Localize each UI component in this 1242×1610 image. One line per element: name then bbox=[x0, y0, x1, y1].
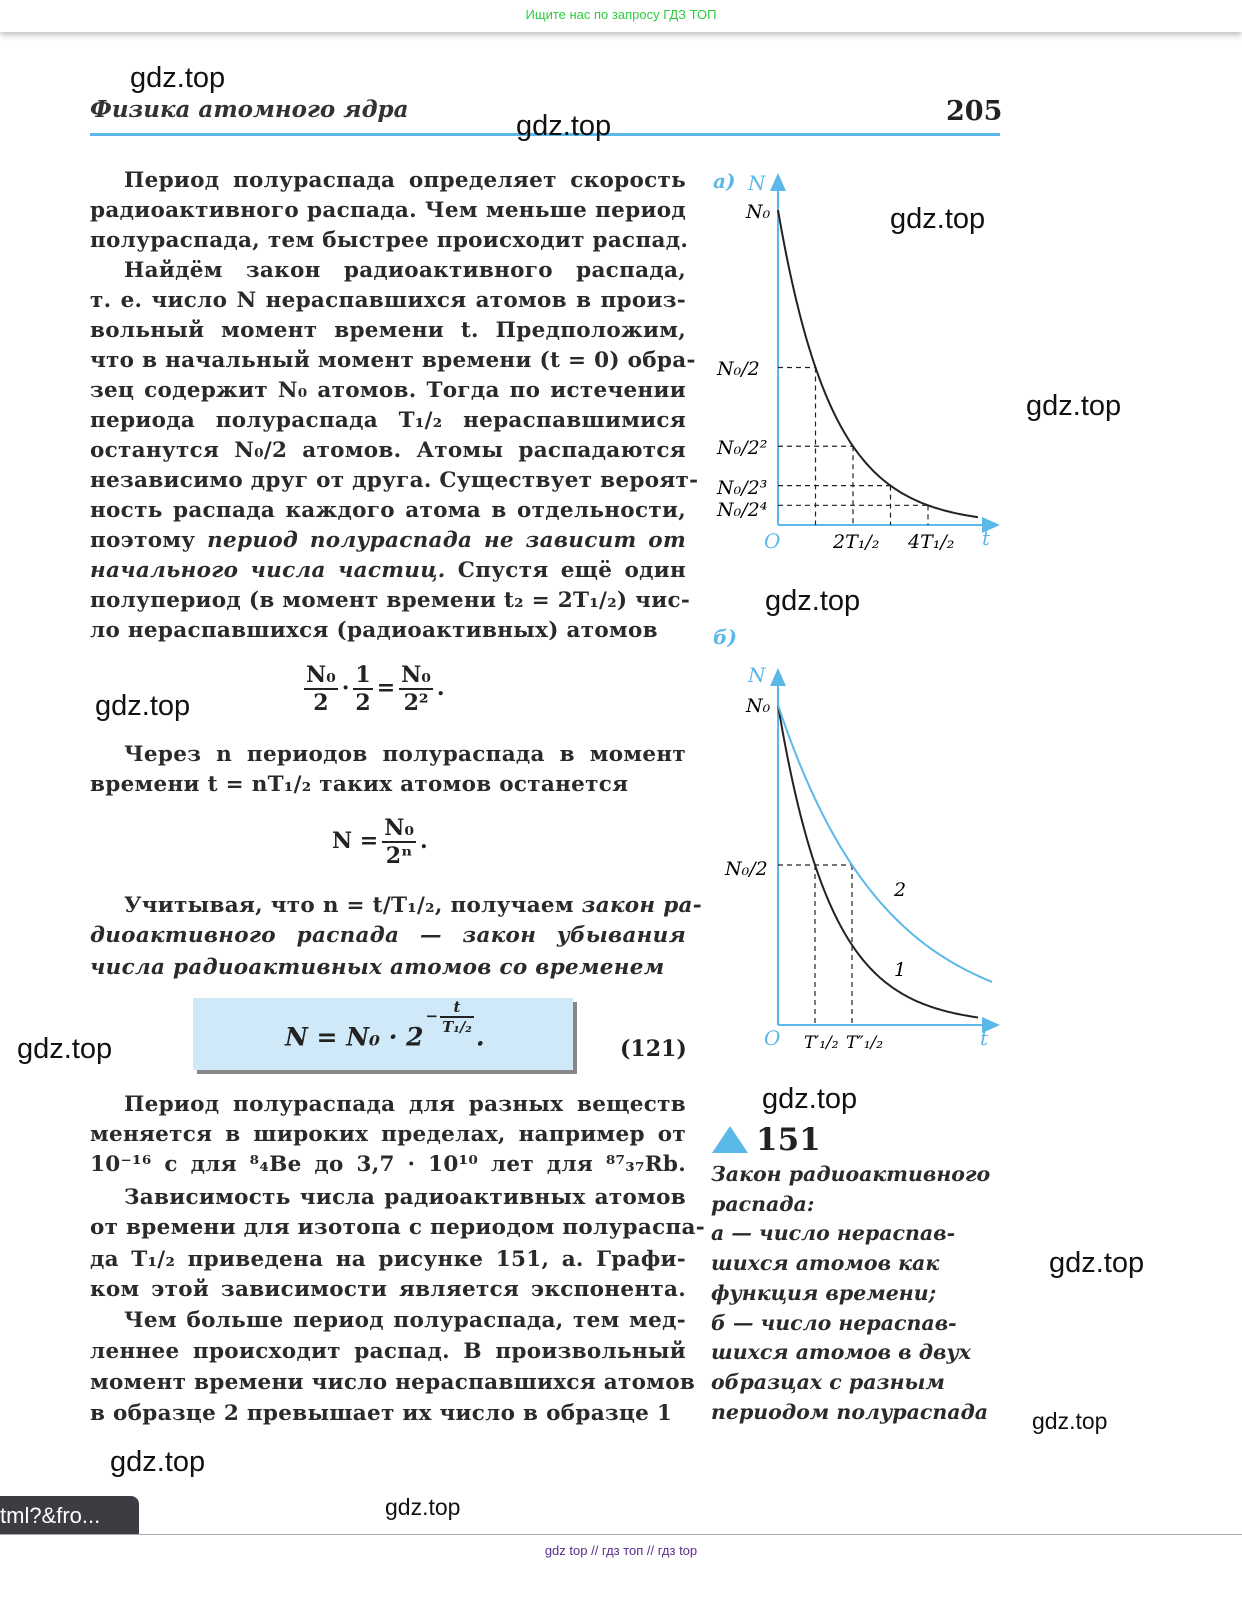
origin-label: O bbox=[764, 1026, 781, 1050]
text-line bbox=[90, 955, 686, 980]
text-segment: поэтому bbox=[90, 528, 208, 553]
caption-line: образцах с разным bbox=[711, 1369, 945, 1394]
text-line bbox=[90, 408, 686, 433]
curve-2-label: 2 bbox=[894, 879, 907, 901]
watermark-text: gdz.top bbox=[17, 1033, 113, 1065]
text-line bbox=[90, 1339, 686, 1364]
text-line bbox=[90, 318, 686, 343]
text-line bbox=[124, 742, 686, 767]
period: . bbox=[436, 675, 445, 701]
formula-half-life-step bbox=[300, 662, 445, 716]
text-line bbox=[124, 893, 702, 918]
watermark-text: gdz.top bbox=[890, 203, 986, 235]
text-segment: радиоактивного распада. Чем меньше период bbox=[90, 198, 686, 223]
caption-line: Закон радиоактивного bbox=[711, 1162, 991, 1186]
fraction-denominator: 2 bbox=[313, 690, 329, 716]
text-segment: вольный момент времени t. Предположим, bbox=[90, 318, 686, 343]
formula-main: N = N₀ · 2 bbox=[285, 1022, 424, 1052]
text-segment: Через n периодов полураспада в момент bbox=[124, 742, 686, 767]
origin-label: O bbox=[764, 529, 781, 553]
italic-text: закон ра- bbox=[581, 893, 702, 918]
watermark-text: gdz.top bbox=[95, 690, 191, 722]
text-segment: периода полураспада T₁/₂ нераспавшимися bbox=[90, 408, 686, 433]
text-line bbox=[90, 228, 689, 253]
text-segment: времени t = nT₁/₂ таких атомов останется bbox=[90, 772, 629, 797]
watermark-text: gdz.top bbox=[130, 62, 226, 94]
text-segment: что в начальный момент времени (t = 0) обра- bbox=[90, 348, 696, 373]
text-line bbox=[90, 498, 686, 523]
text-segment: Зависимость числа радиоактивных атомов bbox=[124, 1185, 686, 1210]
fraction-denominator: 2² bbox=[403, 690, 429, 716]
decay-curve bbox=[778, 210, 978, 517]
caption-line: а — число нераспав- bbox=[711, 1221, 956, 1246]
x-tick-label: 4T₁/₂ bbox=[908, 531, 955, 553]
x-axis-label: t bbox=[980, 1026, 989, 1050]
watermark-text: gdz.top bbox=[1026, 390, 1122, 422]
y-tick-label: N₀/2³ bbox=[717, 477, 768, 499]
italic-text: период полураспада не зависит от bbox=[207, 528, 686, 553]
equation-number: (121) bbox=[620, 1036, 687, 1062]
watermark-text: gdz.top bbox=[1049, 1247, 1145, 1279]
text-line bbox=[90, 1370, 696, 1395]
x-tick-label: T′₁/₂ bbox=[804, 1033, 839, 1053]
fraction-denominator: 2ⁿ bbox=[385, 843, 413, 869]
text-segment: Чем больше период полураспада, тем мед- bbox=[124, 1308, 686, 1333]
exponent-denominator: T₁/₂ bbox=[442, 1018, 472, 1036]
text-line bbox=[90, 348, 696, 373]
text-line bbox=[90, 288, 686, 313]
text-segment: Период полураспада определяет скорость bbox=[124, 168, 686, 193]
caption-line: периодом полураспада bbox=[711, 1399, 989, 1424]
figure-a-label: а) bbox=[713, 169, 736, 193]
y-tick-label: N₀/2⁴ bbox=[717, 499, 768, 521]
text-line bbox=[90, 198, 686, 223]
operator: = bbox=[376, 675, 396, 701]
caption-line: шихся атомов в двух bbox=[711, 1340, 971, 1365]
text-segment: в образце 2 превышает их число в образце 1 bbox=[90, 1401, 673, 1426]
formula-n-periods bbox=[332, 815, 428, 869]
curve-1-label: 1 bbox=[894, 959, 907, 981]
text-segment: ло нераспавшихся (радиоактивных) атомов bbox=[90, 618, 658, 643]
fraction-denominator: 2 bbox=[355, 690, 371, 716]
period: . bbox=[419, 828, 428, 854]
decay-curve-2 bbox=[778, 705, 992, 982]
decay-law-formula bbox=[285, 998, 485, 1058]
fraction-numerator: N₀ bbox=[306, 662, 336, 688]
text-segment: ность распада каждого атома в отдельности, bbox=[90, 498, 686, 523]
text-segment: от времени для изотопа с периодом полураспа- bbox=[90, 1215, 705, 1240]
text-segment: зец содержит N₀ атомов. Тогда по истечении bbox=[90, 378, 686, 403]
text-segment: да T₁/₂ приведена на рисунке 151, а. Графи- bbox=[90, 1247, 686, 1272]
text-segment: останутся N₀/2 атомов. Атомы распадаются bbox=[90, 438, 686, 463]
text-line bbox=[124, 168, 686, 193]
text-segment: ком этой зависимости является экспонента. bbox=[90, 1277, 686, 1302]
fraction-numerator: N₀ bbox=[384, 815, 414, 841]
text-segment: Период полураспада для разных веществ bbox=[124, 1092, 686, 1117]
fraction-numerator: 1 bbox=[355, 662, 371, 688]
y-tick-label: N₀/2 bbox=[725, 858, 768, 880]
figure-number: 151 bbox=[756, 1122, 821, 1158]
chapter-title: Физика атомного ядра bbox=[90, 96, 409, 123]
text-segment: момент времени число нераспавшихся атомов bbox=[90, 1370, 696, 1395]
x-tick-label: T″₁/₂ bbox=[846, 1033, 884, 1053]
fraction-numerator: N₀ bbox=[401, 662, 431, 688]
text-segment: Спустя ещё один bbox=[445, 558, 686, 583]
text-segment: полупериод (в момент времени t₂ = 2T₁/₂) чис- bbox=[90, 588, 691, 613]
triangle-icon bbox=[711, 1124, 749, 1154]
y-tick-label: N₀ bbox=[746, 695, 771, 717]
figure-b-graph bbox=[700, 620, 1020, 1060]
decay-curve-1 bbox=[778, 705, 978, 1017]
text-line bbox=[90, 1401, 686, 1426]
text-segment: леннее происходит распад. В произвольный bbox=[90, 1339, 686, 1364]
text-line bbox=[90, 923, 686, 948]
text-segment: независимо друг от друга. Существует вероят- bbox=[90, 468, 699, 493]
page-number: 205 bbox=[946, 96, 1003, 127]
watermark-text: gdz.top bbox=[765, 585, 861, 617]
operator: · bbox=[341, 675, 350, 701]
text-segment: 10⁻¹⁶ с для ⁸₄Be до 3,7 · 10¹⁰ лет для ⁸⁷₃₇Rb. bbox=[90, 1152, 686, 1177]
italic-text: числа радиоактивных атомов со временем bbox=[90, 955, 665, 980]
caption-line: функция времени; bbox=[711, 1280, 937, 1305]
text-line bbox=[90, 772, 686, 797]
y-tick-label: N₀/2² bbox=[717, 437, 768, 459]
exponent-numerator: t bbox=[440, 998, 474, 1018]
x-axis-label: t bbox=[982, 526, 991, 550]
caption-line: распада: bbox=[711, 1191, 815, 1216]
italic-text: начального числа частиц. bbox=[90, 558, 446, 583]
x-tick-label: 2T₁/₂ bbox=[833, 531, 880, 553]
watermark-text: gdz.top bbox=[385, 1494, 461, 1520]
text-line bbox=[90, 438, 686, 463]
period: . bbox=[475, 1022, 485, 1052]
y-tick-label: N₀/2 bbox=[717, 358, 760, 380]
text-line bbox=[90, 1277, 686, 1302]
watermark-text: gdz.top bbox=[762, 1083, 858, 1115]
text-segment: т. е. число N нераспавшихся атомов в произ- bbox=[90, 288, 686, 313]
text-line bbox=[90, 1247, 686, 1272]
text-line bbox=[90, 528, 686, 553]
url-tooltip[interactable]: tml?&fro... bbox=[0, 1496, 139, 1534]
text-line bbox=[124, 258, 686, 283]
text-line bbox=[90, 468, 699, 493]
watermark-text: gdz.top bbox=[1032, 1408, 1108, 1434]
text-segment: Учитывая, что n = t/T₁/₂, получаем bbox=[124, 893, 582, 918]
exponent-sign: − bbox=[425, 1007, 439, 1025]
y-axis-label: N bbox=[748, 663, 766, 687]
text-line bbox=[90, 618, 686, 643]
formula-lhs: N = bbox=[332, 828, 379, 854]
caption-line: б — число нераспав- bbox=[711, 1310, 957, 1335]
caption-line: шихся атомов как bbox=[711, 1251, 940, 1276]
text-segment: меняется в широких пределах, например от bbox=[90, 1122, 686, 1147]
text-line bbox=[124, 1185, 686, 1210]
text-line bbox=[90, 588, 691, 613]
y-axis-label: N bbox=[748, 171, 766, 195]
watermark-text: gdz.top bbox=[110, 1446, 206, 1478]
formula-box bbox=[193, 998, 573, 1070]
text-line bbox=[90, 1152, 686, 1177]
text-line bbox=[124, 1092, 686, 1117]
italic-text: диоактивного распада — закон убывания bbox=[90, 923, 686, 948]
text-line bbox=[124, 1308, 686, 1333]
top-banner[interactable]: Ищите нас по запросу ГДЗ ТОП bbox=[0, 0, 1242, 32]
y-tick-label: N₀ bbox=[746, 201, 771, 223]
text-line bbox=[90, 1122, 686, 1147]
text-segment: полураспада, тем быстрее происходит распад. bbox=[90, 228, 689, 253]
watermark-text: gdz.top bbox=[516, 110, 612, 142]
text-segment: Найдём закон радиоактивного распада, bbox=[124, 258, 686, 283]
guide-lines bbox=[778, 865, 852, 1025]
footer-links[interactable]: gdz top // гдз топ // гдз top bbox=[0, 1534, 1242, 1558]
text-line bbox=[90, 1215, 705, 1240]
text-line bbox=[90, 558, 686, 583]
figure-b-label: б) bbox=[713, 625, 737, 649]
text-line bbox=[90, 378, 686, 403]
